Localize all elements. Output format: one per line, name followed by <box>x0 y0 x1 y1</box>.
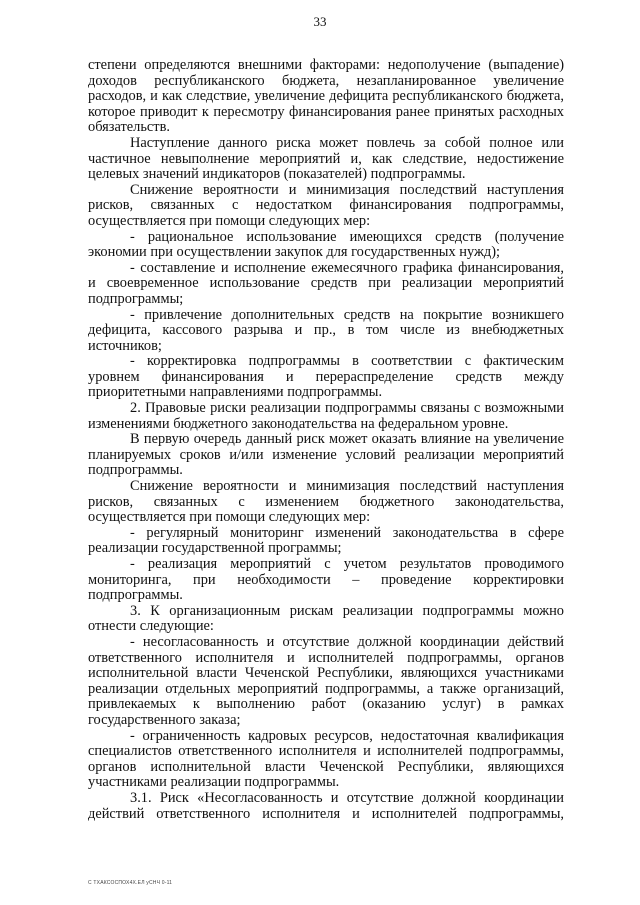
list-item-paragraph: - рациональное использование имеющихся средств (получение экономии при осуществлении закупок для государственных нужд); <box>88 228 564 261</box>
text-paragraph: степени определяются внешними факторами: недополучение (выпадение) доходов республиканского бюджета, незапланированное увеличение расходов, и как следствие, увеличение дефицита республиканского бюджета, которое приводит к пересмотру финансирования ранее принятых расходных обязательств. <box>88 57 564 136</box>
page-number: 33 <box>313 14 327 29</box>
list-item-paragraph: - корректировка подпрограммы в соответствии с фактическим уровнем финансирования и перераспределение средств между приоритетными направлениями подпрограммы. <box>88 353 564 401</box>
document-body <box>88 58 564 822</box>
text-paragraph: 3. К организационным рискам реализации подпрограммы можно отнести следующие: <box>88 602 564 635</box>
text-paragraph: В первую очередь данный риск может оказать влияние на увеличение планируемых сроков и/или изменение условий реализации мероприятий подпрограммы. <box>88 431 564 479</box>
footer-document-code: С ТХАКСОСПОХ4Х.ЕЛ уСНЧ 0-11 <box>88 880 173 886</box>
list-item-paragraph: - привлечение дополнительных средств на покрытие возникшего дефицита, кассового разрыва и пр., в том числе из внебюджетных источников; <box>88 306 564 354</box>
text-paragraph: Снижение вероятности и минимизация последствий наступления рисков, связанных с недостатком финансирования подпрограммы, осуществляется при помощи следующих мер: <box>88 181 564 229</box>
text-paragraph: 3.1. Риск «Несогласованность и отсутствие должной координации действий ответственного исполнителя и исполнителей подпрограммы, <box>88 789 564 822</box>
list-item-paragraph: - составление и исполнение ежемесячного графика финансирования, и своевременное использование средств при реализации мероприятий подпрограммы; <box>88 259 564 307</box>
list-item-paragraph: - регулярный мониторинг изменений законодательства в сфере реализации государственной программы; <box>88 524 564 557</box>
list-item-paragraph: - несогласованность и отсутствие должной координации действий ответственного исполнителя и исполнителей подпрограммы, органов исполнительной власти Чеченской Республики, являющихся участниками реализации отдельных мероприятий подпрограммы, а также организаций, привлекаемых к выполнению работ (оказанию услуг) в рамках государственного заказа; <box>88 633 564 728</box>
list-item-paragraph: - ограниченность кадровых ресурсов, недостаточная квалификация специалистов ответственного исполнителя и исполнителей подпрограммы, органов исполнительной власти Чеченской Республики, являющихся участниками реализации подпрограммы. <box>88 727 564 791</box>
text-paragraph: 2. Правовые риски реализации подпрограммы связаны с возможными изменениями бюджетного законодательства на федеральном уровне. <box>88 400 564 432</box>
text-paragraph: Наступление данного риска может повлечь за собой полное или частичное невыполнение мероприятий и, как следствие, недостижение целевых значений индикаторов (показателей) подпрограммы. <box>88 134 564 183</box>
text-paragraph: Снижение вероятности и минимизация последствий наступления рисков, связанных с изменением бюджетного законодательства, осуществляется при помощи следующих мер: <box>88 478 564 526</box>
list-item-paragraph: - реализация мероприятий с учетом результатов проводимого мониторинга, при необходимости – проведение корректировки подпрограммы. <box>88 556 564 604</box>
